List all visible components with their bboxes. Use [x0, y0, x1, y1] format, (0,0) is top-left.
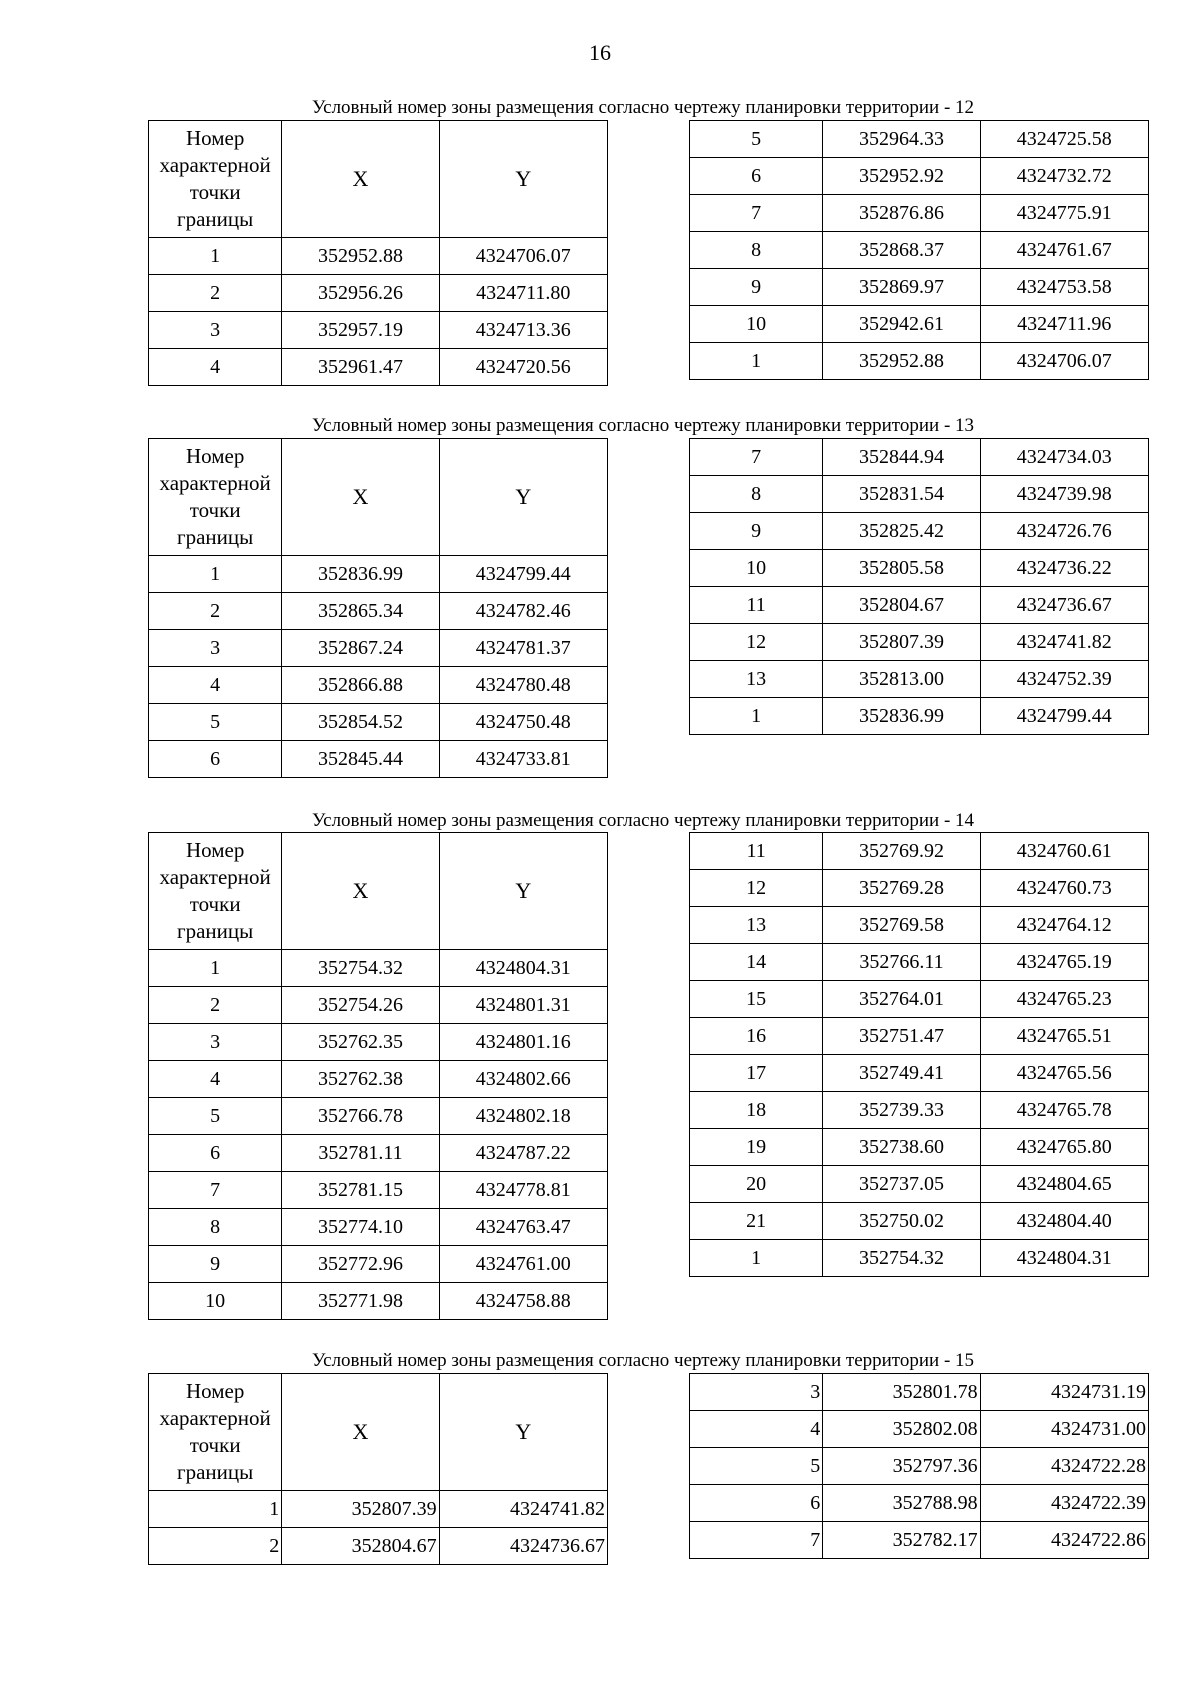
- point-number-cell: 3: [149, 312, 282, 349]
- y-coordinate-cell: 4324763.47: [439, 1209, 607, 1246]
- y-coordinate-cell: 4324720.56: [439, 349, 607, 386]
- point-number-cell: 12: [690, 870, 823, 907]
- point-number-cell: 11: [690, 587, 823, 624]
- point-number-cell: 1: [149, 556, 282, 593]
- y-coordinate-cell: 4324765.19: [980, 944, 1148, 981]
- table-row: [149, 1491, 608, 1528]
- coordinates-table-left: [148, 832, 608, 1320]
- point-number-header-line: Номер: [185, 444, 245, 468]
- table-row: [149, 275, 608, 312]
- x-coordinate-cell: 352845.44: [282, 741, 439, 778]
- y-coordinate-cell: 4324764.12: [980, 907, 1148, 944]
- y-coordinate-cell: 4324799.44: [980, 698, 1148, 735]
- table-row: [149, 704, 608, 741]
- point-number-cell: 6: [690, 158, 823, 195]
- x-coordinate-cell: 352762.38: [282, 1061, 439, 1098]
- y-coordinate-cell: 4324804.31: [439, 950, 607, 987]
- x-coordinate-cell: 352866.88: [282, 667, 439, 704]
- x-coordinate-cell: 352764.01: [823, 981, 980, 1018]
- table-row: [690, 1018, 1149, 1055]
- y-column-header: Y: [439, 833, 607, 950]
- point-number-cell: 7: [690, 195, 823, 232]
- point-number-cell: 3: [149, 630, 282, 667]
- y-coordinate-cell: 4324731.19: [980, 1374, 1148, 1411]
- point-number-cell: 9: [690, 269, 823, 306]
- table-row: [690, 1448, 1149, 1485]
- y-coordinate-cell: 4324765.80: [980, 1129, 1148, 1166]
- table-row: [149, 1209, 608, 1246]
- y-coordinate-cell: 4324752.39: [980, 661, 1148, 698]
- table-row: [149, 593, 608, 630]
- table-row: [149, 741, 608, 778]
- table-row: [149, 1172, 608, 1209]
- table-header-row: [149, 439, 608, 556]
- point-number-cell: 5: [690, 1448, 823, 1485]
- x-coordinate-cell: 352956.26: [282, 275, 439, 312]
- coordinates-table-right: [689, 1373, 1149, 1559]
- point-number-cell: 8: [690, 232, 823, 269]
- point-number-cell: 1: [149, 238, 282, 275]
- x-coordinate-cell: 352754.32: [282, 950, 439, 987]
- y-coordinate-cell: 4324765.23: [980, 981, 1148, 1018]
- point-number-header-line: границы: [177, 919, 254, 943]
- x-coordinate-cell: 352754.26: [282, 987, 439, 1024]
- table-row: [690, 269, 1149, 306]
- table-row: [690, 158, 1149, 195]
- point-number-cell: 12: [690, 624, 823, 661]
- y-coordinate-cell: 4324775.91: [980, 195, 1148, 232]
- y-coordinate-cell: 4324761.00: [439, 1246, 607, 1283]
- coordinates-table-right: [689, 120, 1149, 380]
- point-number-header-line: Номер: [185, 126, 245, 150]
- coordinates-table-left: [148, 1373, 608, 1565]
- table-row: [690, 232, 1149, 269]
- x-coordinate-cell: 352804.67: [282, 1528, 439, 1565]
- y-coordinate-cell: 4324736.67: [980, 587, 1148, 624]
- x-coordinate-cell: 352836.99: [282, 556, 439, 593]
- table-row: [690, 513, 1149, 550]
- y-coordinate-cell: 4324741.82: [980, 624, 1148, 661]
- table-row: [149, 667, 608, 704]
- x-coordinate-cell: 352738.60: [823, 1129, 980, 1166]
- y-coordinate-cell: 4324802.66: [439, 1061, 607, 1098]
- y-coordinate-cell: 4324758.88: [439, 1283, 607, 1320]
- point-number-cell: 1: [149, 950, 282, 987]
- point-number-cell: 1: [690, 698, 823, 735]
- y-coordinate-cell: 4324711.96: [980, 306, 1148, 343]
- x-coordinate-cell: 352876.86: [823, 195, 980, 232]
- table-row: [149, 1135, 608, 1172]
- y-coordinate-cell: 4324765.78: [980, 1092, 1148, 1129]
- x-coordinate-cell: 352769.58: [823, 907, 980, 944]
- table-row: [690, 1166, 1149, 1203]
- x-column-header: X: [282, 833, 439, 950]
- x-coordinate-cell: 352854.52: [282, 704, 439, 741]
- y-coordinate-cell: 4324804.40: [980, 1203, 1148, 1240]
- point-number-cell: 13: [690, 907, 823, 944]
- point-number-cell: 14: [690, 944, 823, 981]
- x-coordinate-cell: 352802.08: [823, 1411, 980, 1448]
- point-number-header-line: границы: [177, 1460, 254, 1484]
- table-row: [690, 1374, 1149, 1411]
- table-row: [690, 661, 1149, 698]
- y-coordinate-cell: 4324741.82: [439, 1491, 607, 1528]
- point-number-header-line: характерной: [159, 153, 271, 177]
- point-number-cell: 4: [149, 667, 282, 704]
- x-coordinate-cell: 352801.78: [823, 1374, 980, 1411]
- x-coordinate-cell: 352952.92: [823, 158, 980, 195]
- table-row: [690, 833, 1149, 870]
- point-number-cell: 19: [690, 1129, 823, 1166]
- table-row: [149, 238, 608, 275]
- x-coordinate-cell: 352957.19: [282, 312, 439, 349]
- table-row: [690, 439, 1149, 476]
- y-coordinate-cell: 4324760.61: [980, 833, 1148, 870]
- y-coordinate-cell: 4324732.72: [980, 158, 1148, 195]
- y-coordinate-cell: 4324726.76: [980, 513, 1148, 550]
- point-number-cell: 7: [149, 1172, 282, 1209]
- x-coordinate-cell: 352807.39: [823, 624, 980, 661]
- table-row: [149, 950, 608, 987]
- point-number-cell: 2: [149, 1528, 282, 1565]
- x-coordinate-cell: 352749.41: [823, 1055, 980, 1092]
- point-number-cell: 16: [690, 1018, 823, 1055]
- point-number-cell: 10: [690, 306, 823, 343]
- point-number-header-line: точки: [189, 498, 241, 522]
- x-coordinate-cell: 352952.88: [282, 238, 439, 275]
- x-coordinate-cell: 352836.99: [823, 698, 980, 735]
- table-row: [149, 1098, 608, 1135]
- point-number-cell: 18: [690, 1092, 823, 1129]
- x-coordinate-cell: 352961.47: [282, 349, 439, 386]
- point-number-cell: 15: [690, 981, 823, 1018]
- x-coordinate-cell: 352762.35: [282, 1024, 439, 1061]
- x-coordinate-cell: 352766.78: [282, 1098, 439, 1135]
- zone-title: Условный номер зоны размещения согласно чертежу планировки территории - 12: [311, 97, 975, 118]
- table-row: [690, 870, 1149, 907]
- y-column-header: Y: [439, 121, 607, 238]
- point-number-header-line: характерной: [159, 1406, 271, 1430]
- x-coordinate-cell: 352942.61: [823, 306, 980, 343]
- y-column-header: Y: [439, 439, 607, 556]
- point-number-cell: 5: [690, 121, 823, 158]
- table-row: [690, 981, 1149, 1018]
- table-row: [690, 1522, 1149, 1559]
- point-number-cell: 1: [690, 343, 823, 380]
- x-coordinate-cell: 352807.39: [282, 1491, 439, 1528]
- y-coordinate-cell: 4324780.48: [439, 667, 607, 704]
- x-coordinate-cell: 352805.58: [823, 550, 980, 587]
- x-coordinate-cell: 352825.42: [823, 513, 980, 550]
- x-coordinate-cell: 352782.17: [823, 1522, 980, 1559]
- point-number-cell: 13: [690, 661, 823, 698]
- point-number-header: [149, 121, 282, 238]
- zone-title: Условный номер зоны размещения согласно чертежу планировки территории - 15: [311, 1350, 975, 1371]
- x-coordinate-cell: 352750.02: [823, 1203, 980, 1240]
- point-number-cell: 5: [149, 1098, 282, 1135]
- y-coordinate-cell: 4324711.80: [439, 275, 607, 312]
- x-coordinate-cell: 352771.98: [282, 1283, 439, 1320]
- y-coordinate-cell: 4324801.16: [439, 1024, 607, 1061]
- x-coordinate-cell: 352772.96: [282, 1246, 439, 1283]
- table-row: [690, 121, 1149, 158]
- coordinates-table-right: [689, 832, 1149, 1277]
- x-coordinate-cell: 352952.88: [823, 343, 980, 380]
- table-row: [149, 1061, 608, 1098]
- y-coordinate-cell: 4324761.67: [980, 232, 1148, 269]
- point-number-cell: 20: [690, 1166, 823, 1203]
- point-number-header: [149, 439, 282, 556]
- y-coordinate-cell: 4324787.22: [439, 1135, 607, 1172]
- point-number-cell: 6: [149, 741, 282, 778]
- table-row: [149, 1246, 608, 1283]
- point-number-header-line: характерной: [159, 865, 271, 889]
- point-number-cell: 4: [149, 1061, 282, 1098]
- y-coordinate-cell: 4324725.58: [980, 121, 1148, 158]
- y-coordinate-cell: 4324722.28: [980, 1448, 1148, 1485]
- table-row: [690, 550, 1149, 587]
- point-number-cell: 3: [690, 1374, 823, 1411]
- point-number-cell: 7: [690, 439, 823, 476]
- point-number-header-line: Номер: [185, 838, 245, 862]
- table-row: [149, 1283, 608, 1320]
- table-row: [690, 1055, 1149, 1092]
- x-coordinate-cell: 352769.92: [823, 833, 980, 870]
- coordinates-table-left: [148, 438, 608, 778]
- y-coordinate-cell: 4324765.56: [980, 1055, 1148, 1092]
- y-coordinate-cell: 4324713.36: [439, 312, 607, 349]
- page-number: 16: [589, 40, 611, 65]
- x-coordinate-cell: 352774.10: [282, 1209, 439, 1246]
- x-coordinate-cell: 352797.36: [823, 1448, 980, 1485]
- table-row: [149, 987, 608, 1024]
- y-coordinate-cell: 4324802.18: [439, 1098, 607, 1135]
- x-coordinate-cell: 352868.37: [823, 232, 980, 269]
- point-number-cell: 5: [149, 704, 282, 741]
- point-number-cell: 9: [690, 513, 823, 550]
- point-number-cell: 8: [149, 1209, 282, 1246]
- point-number-cell: 4: [149, 349, 282, 386]
- table-row: [690, 306, 1149, 343]
- table-header-row: [149, 833, 608, 950]
- x-coordinate-cell: 352781.11: [282, 1135, 439, 1172]
- point-number-header-line: точки: [189, 892, 241, 916]
- y-coordinate-cell: 4324753.58: [980, 269, 1148, 306]
- x-column-header: X: [282, 121, 439, 238]
- x-coordinate-cell: 352769.28: [823, 870, 980, 907]
- point-number-header-line: точки: [189, 180, 241, 204]
- point-number-cell: 11: [690, 833, 823, 870]
- x-coordinate-cell: 352737.05: [823, 1166, 980, 1203]
- table-row: [690, 195, 1149, 232]
- point-number-cell: 1: [690, 1240, 823, 1277]
- x-coordinate-cell: 352788.98: [823, 1485, 980, 1522]
- x-coordinate-cell: 352813.00: [823, 661, 980, 698]
- point-number-cell: 10: [690, 550, 823, 587]
- point-number-header-line: границы: [177, 525, 254, 549]
- point-number-header: [149, 1374, 282, 1491]
- y-coordinate-cell: 4324778.81: [439, 1172, 607, 1209]
- table-row: [690, 944, 1149, 981]
- table-row: [690, 476, 1149, 513]
- table-row: [690, 1129, 1149, 1166]
- x-coordinate-cell: 352867.24: [282, 630, 439, 667]
- point-number-cell: 4: [690, 1411, 823, 1448]
- table-row: [149, 349, 608, 386]
- table-row: [149, 556, 608, 593]
- x-coordinate-cell: 352869.97: [823, 269, 980, 306]
- y-coordinate-cell: 4324734.03: [980, 439, 1148, 476]
- x-coordinate-cell: 352766.11: [823, 944, 980, 981]
- zone-title: Условный номер зоны размещения согласно чертежу планировки территории - 13: [311, 415, 975, 436]
- y-column-header: Y: [439, 1374, 607, 1491]
- table-row: [149, 1528, 608, 1565]
- point-number-header-line: характерной: [159, 471, 271, 495]
- y-coordinate-cell: 4324736.22: [980, 550, 1148, 587]
- x-coordinate-cell: 352754.32: [823, 1240, 980, 1277]
- y-coordinate-cell: 4324782.46: [439, 593, 607, 630]
- point-number-cell: 2: [149, 593, 282, 630]
- y-coordinate-cell: 4324731.00: [980, 1411, 1148, 1448]
- table-row: [690, 1485, 1149, 1522]
- point-number-cell: 2: [149, 275, 282, 312]
- table-row: [690, 343, 1149, 380]
- table-row: [690, 1203, 1149, 1240]
- y-coordinate-cell: 4324799.44: [439, 556, 607, 593]
- table-header-row: [149, 1374, 608, 1491]
- point-number-cell: 1: [149, 1491, 282, 1528]
- point-number-cell: 8: [690, 476, 823, 513]
- y-coordinate-cell: 4324750.48: [439, 704, 607, 741]
- y-coordinate-cell: 4324804.65: [980, 1166, 1148, 1203]
- x-coordinate-cell: 352739.33: [823, 1092, 980, 1129]
- y-coordinate-cell: 4324765.51: [980, 1018, 1148, 1055]
- x-column-header: X: [282, 1374, 439, 1491]
- y-coordinate-cell: 4324722.39: [980, 1485, 1148, 1522]
- point-number-cell: 10: [149, 1283, 282, 1320]
- x-coordinate-cell: 352964.33: [823, 121, 980, 158]
- y-coordinate-cell: 4324736.67: [439, 1528, 607, 1565]
- coordinates-table-right: [689, 438, 1149, 735]
- point-number-header-line: Номер: [185, 1379, 245, 1403]
- point-number-cell: 21: [690, 1203, 823, 1240]
- table-row: [690, 1411, 1149, 1448]
- zone-title: Условный номер зоны размещения согласно чертежу планировки территории - 14: [311, 810, 975, 831]
- x-coordinate-cell: 352804.67: [823, 587, 980, 624]
- table-row: [149, 1024, 608, 1061]
- y-coordinate-cell: 4324722.86: [980, 1522, 1148, 1559]
- y-coordinate-cell: 4324739.98: [980, 476, 1148, 513]
- table-row: [149, 630, 608, 667]
- point-number-cell: 17: [690, 1055, 823, 1092]
- table-row: [690, 1092, 1149, 1129]
- point-number-header: [149, 833, 282, 950]
- y-coordinate-cell: 4324706.07: [980, 343, 1148, 380]
- y-coordinate-cell: 4324781.37: [439, 630, 607, 667]
- coordinates-table-left: [148, 120, 608, 386]
- y-coordinate-cell: 4324804.31: [980, 1240, 1148, 1277]
- y-coordinate-cell: 4324706.07: [439, 238, 607, 275]
- table-header-row: [149, 121, 608, 238]
- point-number-header-line: точки: [189, 1433, 241, 1457]
- table-row: [690, 1240, 1149, 1277]
- x-coordinate-cell: 352781.15: [282, 1172, 439, 1209]
- x-column-header: X: [282, 439, 439, 556]
- x-coordinate-cell: 352831.54: [823, 476, 980, 513]
- table-row: [690, 698, 1149, 735]
- point-number-cell: 6: [149, 1135, 282, 1172]
- y-coordinate-cell: 4324760.73: [980, 870, 1148, 907]
- point-number-header-line: границы: [177, 207, 254, 231]
- table-row: [690, 587, 1149, 624]
- point-number-cell: 7: [690, 1522, 823, 1559]
- point-number-cell: 9: [149, 1246, 282, 1283]
- y-coordinate-cell: 4324801.31: [439, 987, 607, 1024]
- y-coordinate-cell: 4324733.81: [439, 741, 607, 778]
- x-coordinate-cell: 352865.34: [282, 593, 439, 630]
- point-number-cell: 3: [149, 1024, 282, 1061]
- point-number-cell: 2: [149, 987, 282, 1024]
- x-coordinate-cell: 352844.94: [823, 439, 980, 476]
- x-coordinate-cell: 352751.47: [823, 1018, 980, 1055]
- table-row: [690, 907, 1149, 944]
- point-number-cell: 6: [690, 1485, 823, 1522]
- table-row: [149, 312, 608, 349]
- table-row: [690, 624, 1149, 661]
